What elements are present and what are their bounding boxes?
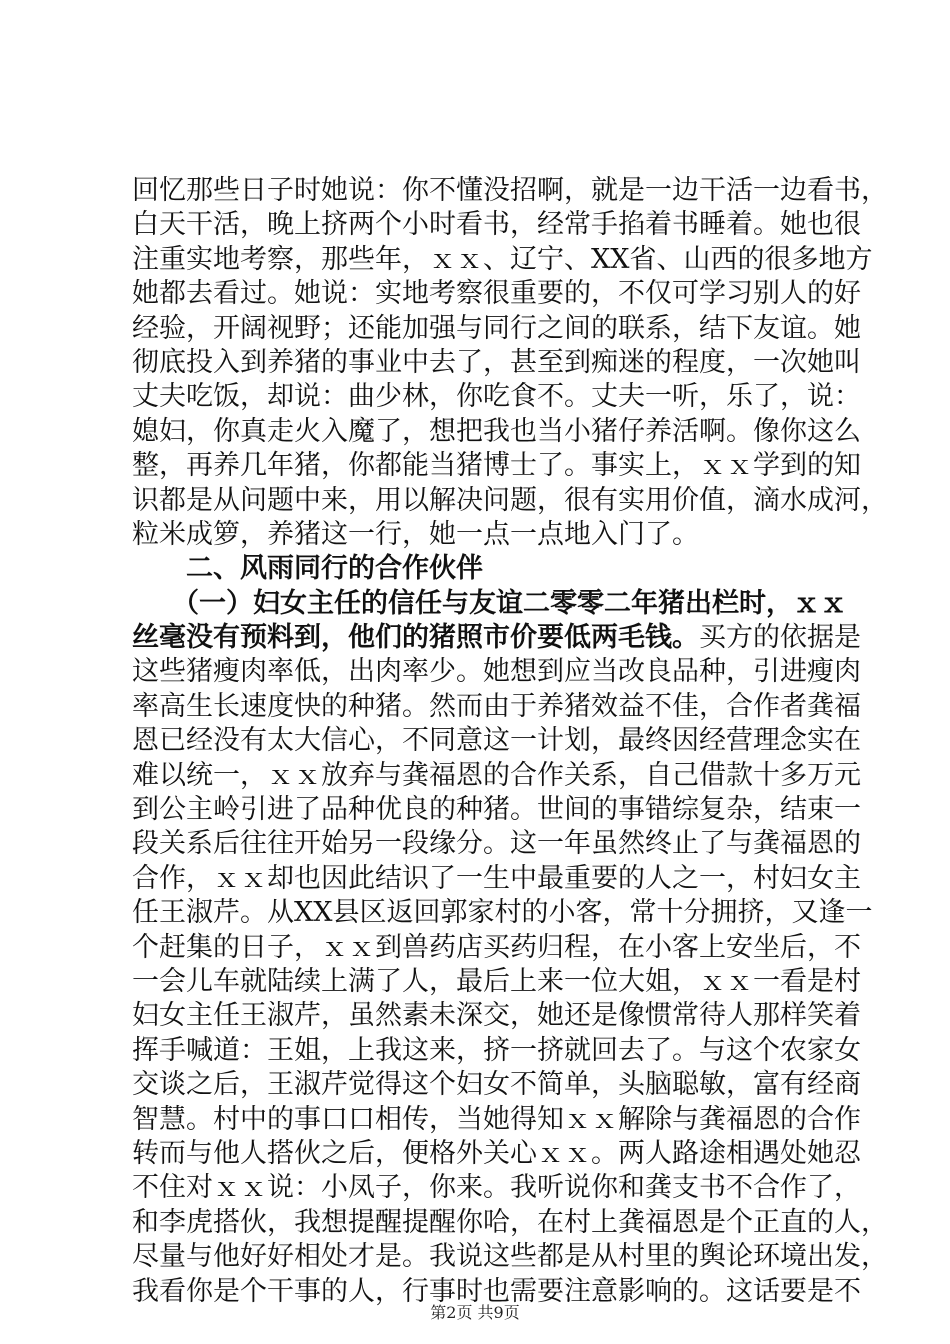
section-heading: 二、风雨同行的合作伙伴 [186, 553, 483, 585]
subsection-normal-text: 买方的依据是 [699, 622, 861, 654]
body-line: 我看你是个干事的人，行事时也需要注意影响的。这话要是不 [132, 1275, 861, 1307]
body-line: 到公主岭引进了品种优良的种猪。世间的事错综复杂，结束一 [132, 794, 861, 826]
page-footer: 第2页 共9页 [430, 1303, 520, 1322]
body-line: 识都是从问题中来，用以解决问题，很有实用价值，滴水成河， [132, 484, 888, 516]
body-line: 经验，开阔视野；还能加强与同行之间的联系，结下友谊。她 [132, 312, 861, 344]
body-line: 任王淑芹。从XX县区返回郭家村的小客，常十分拥挤，又逢一 [132, 897, 873, 929]
body-line: 智慧。村中的事口口相传，当她得知ｘｘ解除与龚福恩的合作 [132, 1103, 861, 1135]
body-line: 这些猪瘦肉率低，出肉率少。她想到应当改良品种，引进瘦肉 [132, 656, 861, 688]
body-line: 不住对ｘｘ说：小凤子，你来。我听说你和龚支书不合作了， [132, 1172, 861, 1204]
body-line: 交谈之后，王淑芹觉得这个妇女不简单，头脑聪敏，富有经商 [132, 1069, 861, 1101]
body-line: 回忆那些日子时她说：你不懂没招啊，就是一边干活一边看书， [132, 175, 888, 206]
body-line: 整，再养几年猪，你都能当猪博士了。事实上，ｘｘ学到的知 [132, 450, 861, 482]
subsection-bold-text: 丝毫没有预料到，他们的猪照市价要低两毛钱。 [132, 622, 699, 654]
body-line: 合作，ｘｘ却也因此结识了一生中最重要的人之一，村妇女主 [132, 862, 861, 894]
body-line: 白天干活，晚上挤两个小时看书，经常手掐着书睡着。她也很 [132, 209, 861, 241]
subsection-line [132, 621, 861, 655]
body-line: 率高生长速度快的种猪。然而由于养猪效益不佳，合作者龚福 [132, 690, 861, 722]
body-line: 难以统一，ｘｘ放弃与龚福恩的合作关系，自己借款十多万元 [132, 759, 861, 791]
subsection-heading: （一）妇女主任的信任与友谊二零零二年猪出栏时，ｘｘ [172, 587, 847, 619]
body-line: 尽量与他好好相处才是。我说这些都是从村里的舆论环境出发， [132, 1241, 888, 1273]
body-line: 和李虎搭伙，我想提醒提醒你哈，在村上龚福恩是个正直的人， [132, 1206, 888, 1238]
body-line: 注重实地考察，那些年，ｘｘ、辽宁、XX省、山西的很多地方 [132, 243, 873, 275]
body-text [132, 174, 888, 1309]
body-line: 妇女主任王淑芹，虽然素未深交，她还是像惯常待人那样笑着 [132, 1000, 861, 1032]
body-line: 粒米成箩，养猪这一行，她一点一点地入门了。 [132, 518, 699, 550]
body-line: 丈夫吃饭，却说：曲少林，你吃食不。丈夫一听，乐了，说： [132, 381, 861, 413]
body-line: 她都去看过。她说：实地考察很重要的，不仅可学习别人的好 [132, 278, 861, 310]
body-line: 恩已经没有太大信心，不同意这一计划，最终因经营理念实在 [132, 725, 861, 757]
body-line: 个赶集的日子，ｘｘ到兽药店买药归程，在小客上安坐后，不 [132, 931, 861, 963]
body-line: 转而与他人搭伙之后，便格外关心ｘｘ。两人路途相遇处她忍 [132, 1137, 861, 1169]
body-line: 挥手喊道：王姐，上我这来，挤一挤就回去了。与这个农家女 [132, 1034, 861, 1066]
body-line: 一会儿车就陆续上满了人，最后上来一位大姐，ｘｘ一看是村 [132, 965, 861, 997]
body-line: 媳妇，你真走火入魔了，想把我也当小猪仔养活啊。像你这么 [132, 415, 861, 447]
body-line: 彻底投入到养猪的事业中去了，甚至到痴迷的程度，一次她叫 [132, 346, 861, 378]
body-line: 段关系后往往开始另一段缘分。这一年虽然终止了与龚福恩的 [132, 828, 861, 860]
